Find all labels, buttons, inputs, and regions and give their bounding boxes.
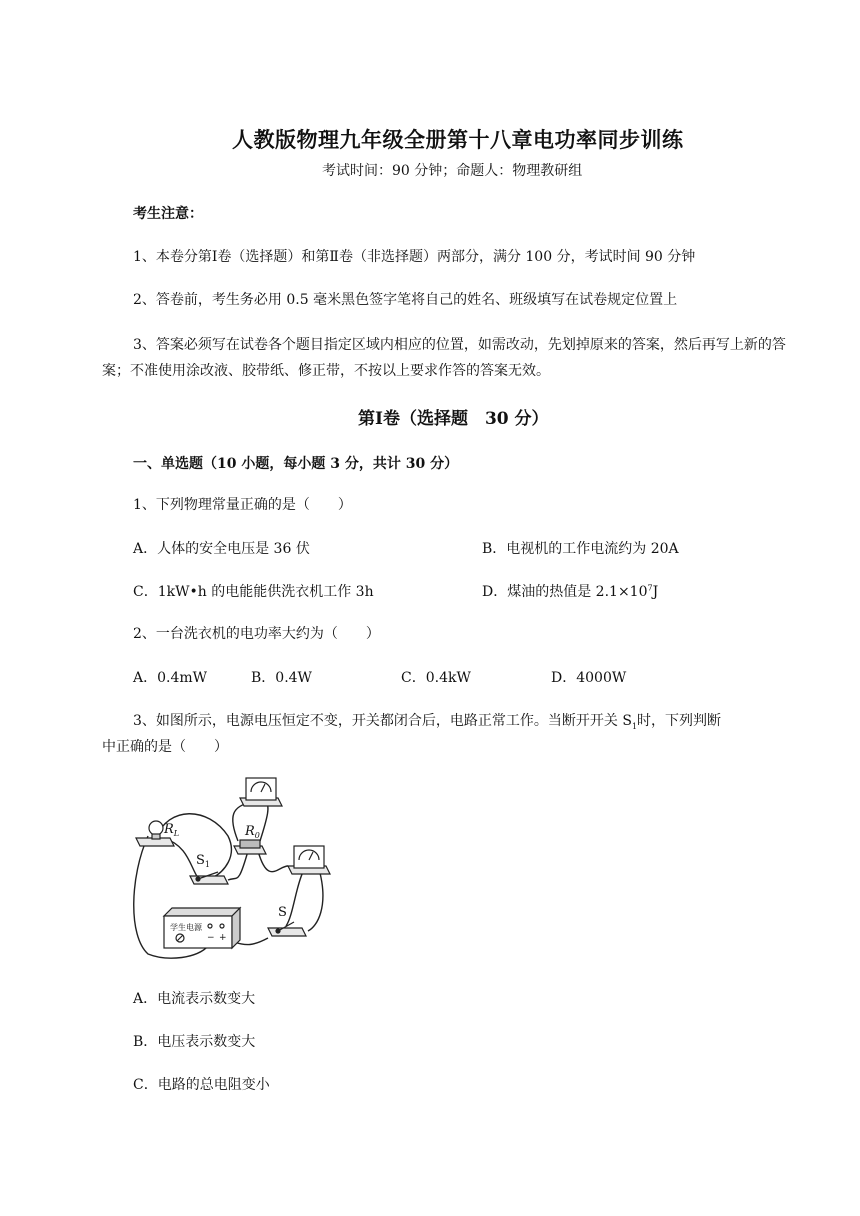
power-plus-label: + xyxy=(219,933,227,943)
exam-info: 考试时间：90 分钟；命题人：物理教研组 xyxy=(322,163,583,179)
question-3-stem-line-2: 中正确的是（ ） xyxy=(102,739,228,755)
label-s1: $S_1$ xyxy=(196,853,210,869)
resistor-r0 xyxy=(234,840,266,854)
question-3-stem-line-1: 3、如图所示，电源电压恒定不变，开关都闭合后，电路正常工作。当断开开关 $S_1$时，下列判断 xyxy=(133,713,722,731)
question-2-option-b: B．0.4W xyxy=(251,670,312,686)
question-1-stem: 1、下列物理常量正确的是（ ） xyxy=(133,497,352,513)
label-s: S xyxy=(278,905,287,920)
section-title: 第Ⅰ卷（选择题 30 分） xyxy=(358,409,549,429)
wire-voltmeter-to-s xyxy=(308,873,323,931)
ammeter xyxy=(240,778,282,806)
voltmeter xyxy=(288,846,330,874)
question-2-option-c: C．0.4kW xyxy=(401,670,471,686)
question-1-option-d: D．煤油的热值是 $2.1\times 10^7J$ xyxy=(482,583,659,600)
notice-item-1: 1、本卷分第Ⅰ卷（选择题）和第Ⅱ卷（非选择题）两部分，满分 100 分，考试时间 90 分钟 xyxy=(133,249,696,265)
notice-item-2: 2、答卷前，考生务必用 0.5 毫米黑色签字笔将自己的姓名、班级填写在试卷规定位置上 xyxy=(133,292,678,308)
power-minus-label: − xyxy=(207,933,215,943)
question-2-option-a: A．0.4mW xyxy=(133,670,208,686)
part-heading: 一、单选题（10 小题，每小题 3 分，共计 30 分） xyxy=(133,456,459,472)
question-1-option-c: C．1kW•h 的电能能供洗衣机工作 3h xyxy=(133,584,374,600)
question-3-option-b: B．电压表示数变大 xyxy=(133,1034,256,1050)
question-2-stem: 2、一台洗衣机的电功率大约为（ ） xyxy=(133,626,380,642)
circuit-diagram xyxy=(128,776,338,966)
wire-voltmeter-down xyxy=(286,872,303,926)
question-1-option-a: A．人体的安全电压是 36 伏 xyxy=(133,541,310,557)
question-2-option-d: D．4000W xyxy=(551,670,627,686)
notice-heading: 考生注意： xyxy=(133,206,203,222)
label-rl: $R_L$ xyxy=(164,822,180,838)
notice-item-3: 3、答案必须写在试卷各个题目指定区域内相应的位置，如需改动，先划掉原来的答案，然后再写上新的答案；不准使用涂改液、胶带纸、修正带，不按以上要求作答的答案无效。 xyxy=(102,337,786,379)
question-3-option-c: C．电路的总电阻变小 xyxy=(133,1077,270,1093)
question-1-option-b: B．电视机的工作电流约为 20A xyxy=(482,541,679,557)
wire-r0-right-to-meter xyxy=(260,802,268,841)
power-supply-label: 学生电源 xyxy=(170,923,202,932)
question-3-option-a: A．电流表示数变大 xyxy=(133,991,256,1007)
label-r0: $R_0$ xyxy=(245,824,260,840)
page-title: 人教版物理九年级全册第十八章电功率同步训练 xyxy=(232,127,684,152)
